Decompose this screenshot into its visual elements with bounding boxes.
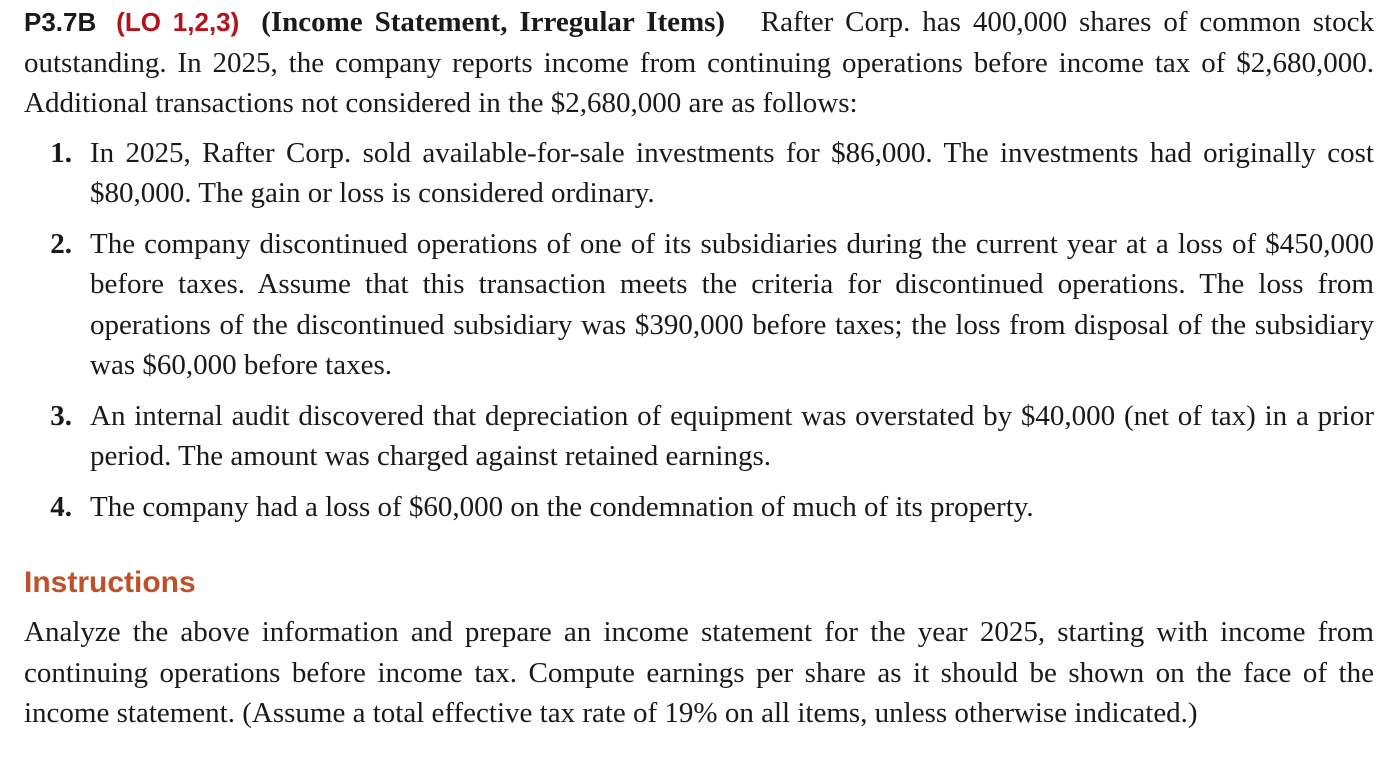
item-text: The company had a loss of $60,000 on the condemnation of much of its property.: [90, 490, 1034, 523]
instructions-text: Analyze the above information and prepare an income statement for the year 2025, starting with income from continuing operations before income tax. Compute earnings per share as it should be shown on the face of the income statement. (Assume a total effective tax rate of 19% on all items, unless otherwise indicated.): [24, 616, 1374, 729]
list-item: [24, 224, 1374, 386]
problem-number: P3.7B: [24, 7, 97, 37]
problem-title: (Income Statement, Irregular Items): [261, 6, 726, 38]
list-item: [24, 396, 1374, 477]
item-text: An internal audit discovered that depreciation of equipment was overstated by $40,000 (net of tax) in a prior period. The amount was charged against retained earnings.: [90, 399, 1374, 472]
problem-intro-paragraph: [24, 2, 1374, 124]
learning-objectives: (LO 1,2,3): [116, 7, 240, 37]
list-item: [24, 487, 1374, 528]
problem-intro-text: Rafter Corp. has 400,000 shares of common stock outstanding. In 2025, the company reports income from continuing operations before income tax of $2,680,000. Additional transactions not considered in the $2,680,000 are as follows:: [24, 6, 1375, 119]
item-number: 1.: [50, 136, 72, 169]
problem-page: [24, 2, 1374, 734]
transaction-list: [24, 133, 1374, 528]
item-number: 3.: [50, 399, 72, 432]
item-text: In 2025, Rafter Corp. sold available-for-sale investments for $86,000. The investments had originally cost $80,000. The gain or loss is considered ordinary.: [90, 136, 1374, 209]
item-number: 4.: [50, 490, 72, 523]
instructions-heading: Instructions: [24, 566, 196, 599]
list-item: [24, 133, 1374, 214]
item-number: 2.: [50, 227, 72, 260]
item-text: The company discontinued operations of one of its subsidiaries during the current year at a loss of $450,000 before taxes. Assume that this transaction meets the criteria for discontinued operations. The loss from operations of the discontinued subsidiary was $390,000 before taxes; the loss from disposal of the subsidiary was $60,000 before taxes.: [90, 227, 1374, 381]
